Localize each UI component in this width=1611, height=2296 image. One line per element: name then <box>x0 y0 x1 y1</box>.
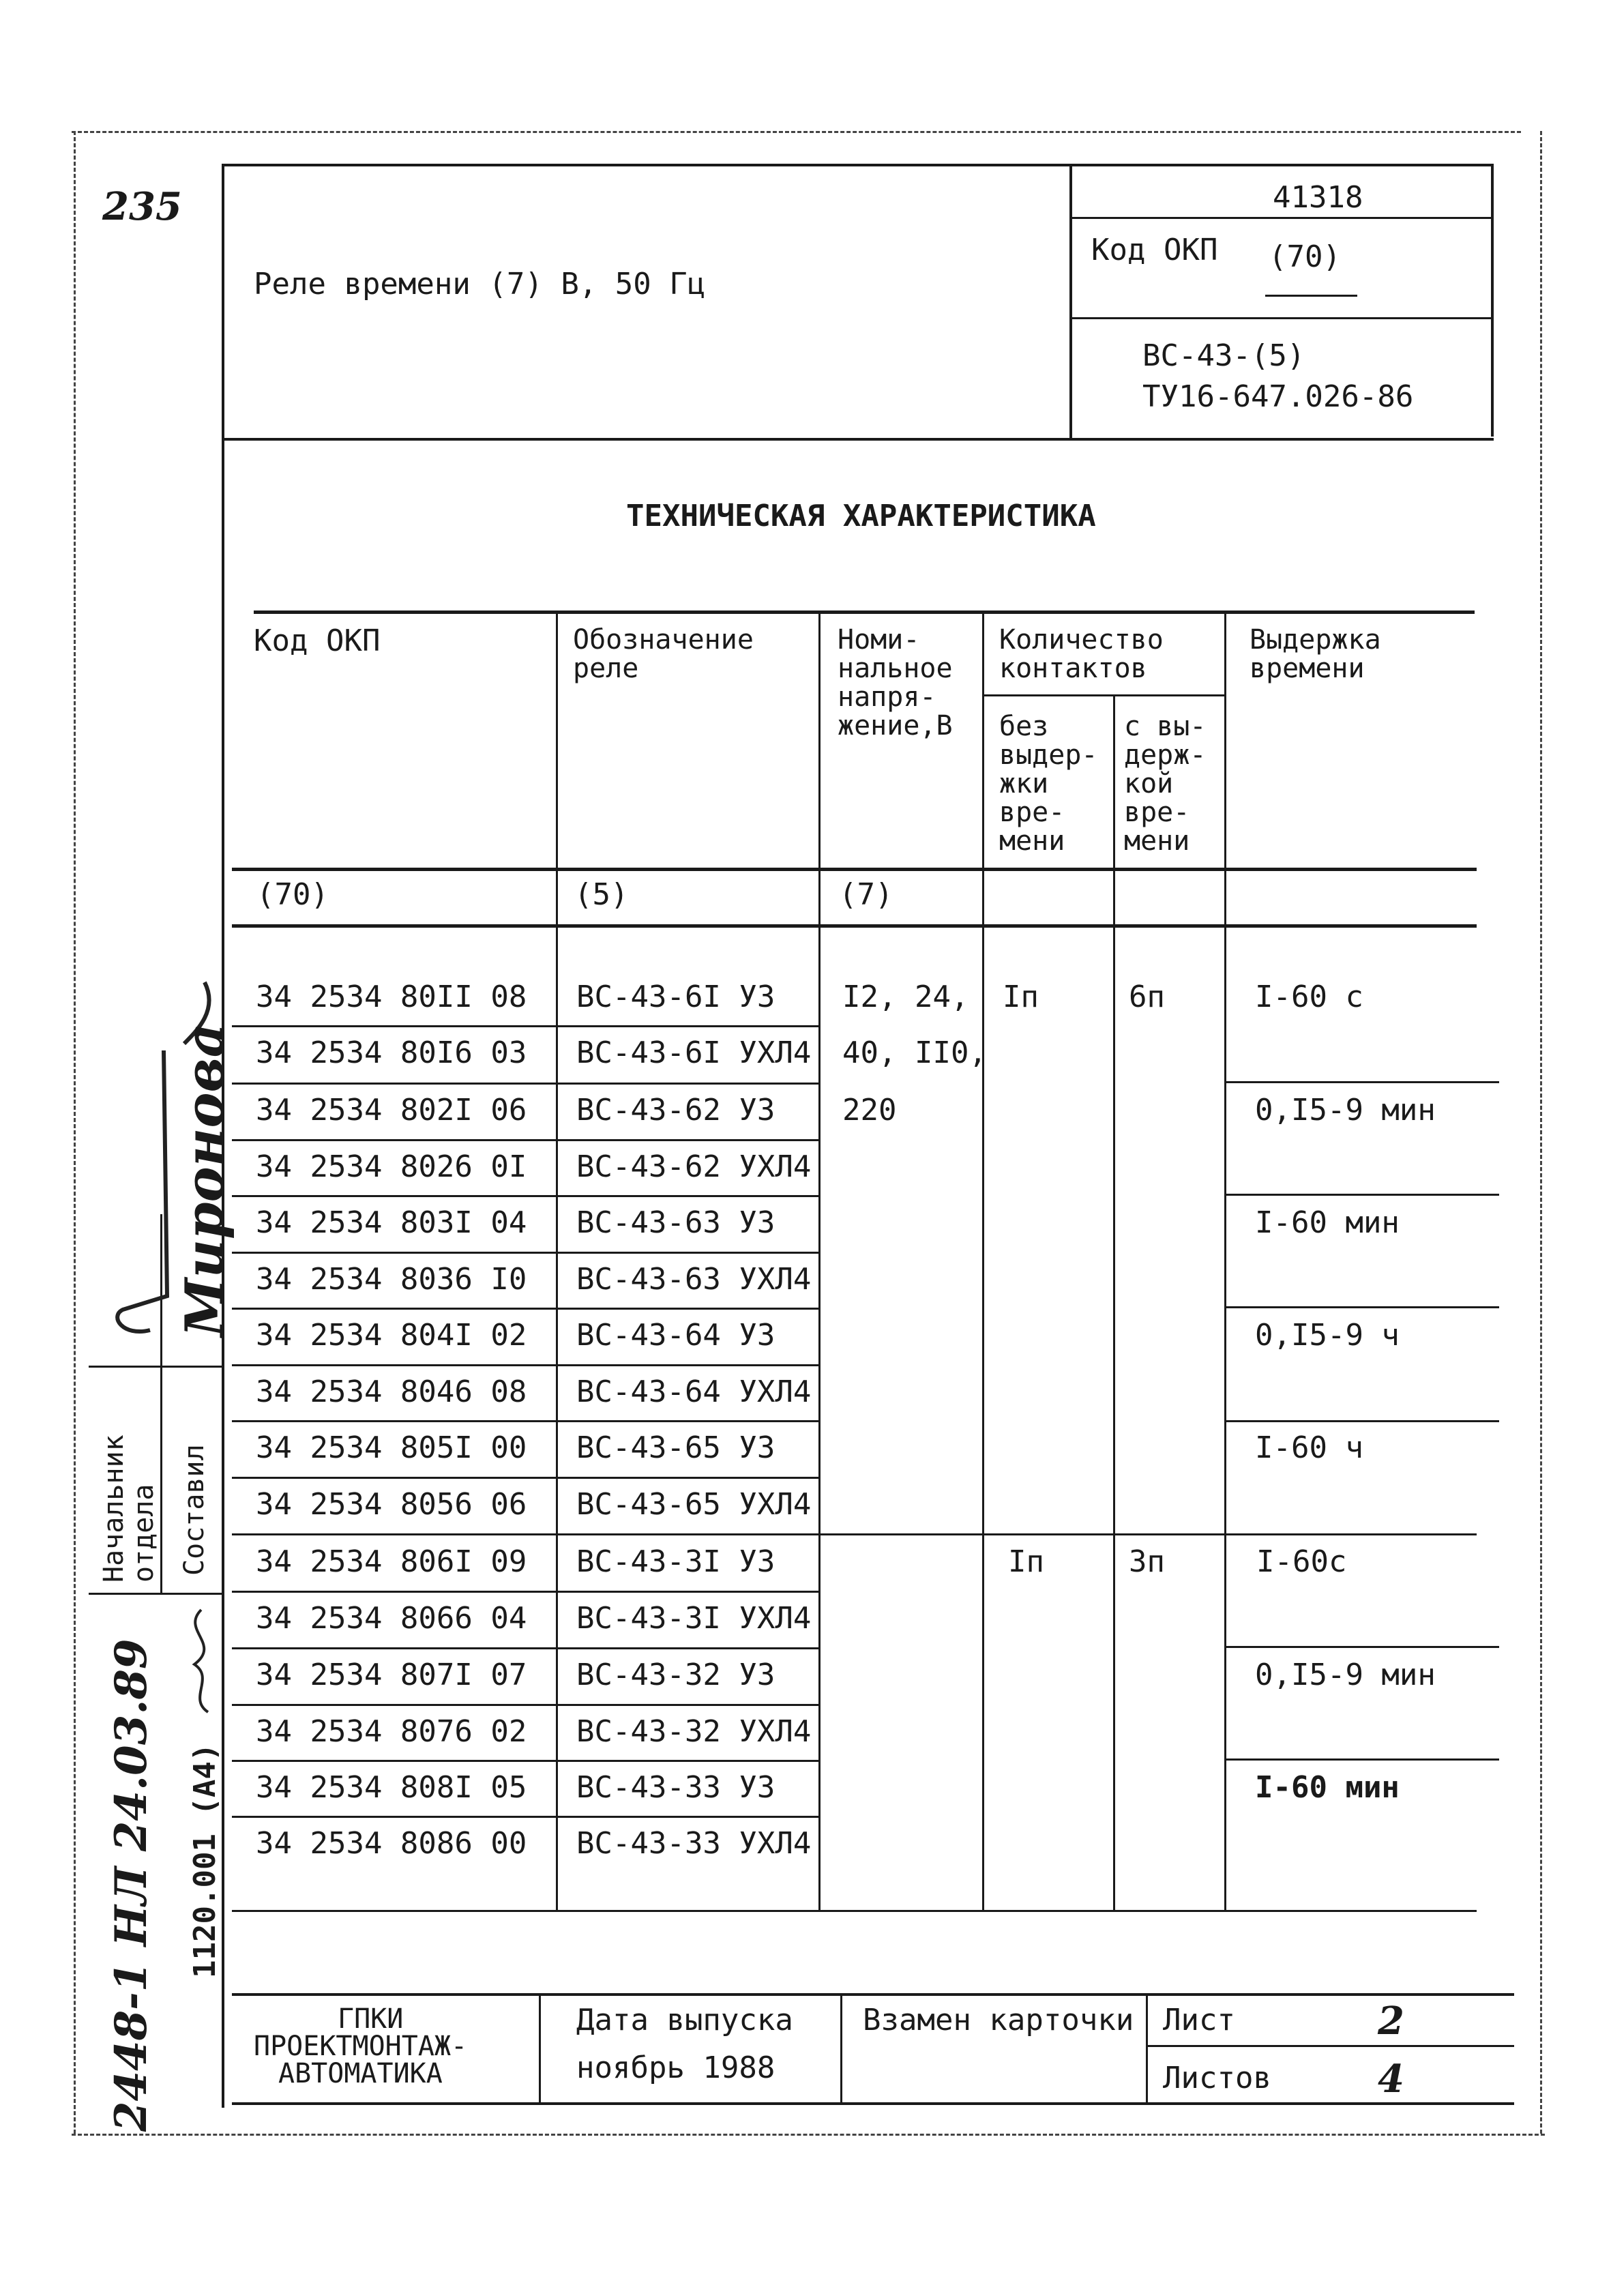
row-okp-code: 34 2534 8086 00 <box>256 1826 527 1861</box>
replaces-card-label: Взамен карточки <box>863 2003 1134 2037</box>
row-okp-code: 34 2534 8056 06 <box>256 1487 527 1522</box>
row-separator <box>232 1704 818 1706</box>
issue-date-label: Дата выпуска <box>576 2003 793 2037</box>
row-designation: ВС-43-3I УХЛ4 <box>576 1601 812 1636</box>
form-format-code: 1120.001 (А4) <box>188 1743 222 1978</box>
delay-value: I-60 с <box>1255 980 1363 1014</box>
header-voltage-1: Номи- <box>838 624 920 656</box>
frame-right-dashed <box>1540 131 1542 2134</box>
okp-label: Код ОКП <box>1091 233 1218 267</box>
col-divider-3 <box>982 613 984 1912</box>
param-okp: (70) <box>256 877 329 912</box>
row-designation: ВС-43-64 УЗ <box>576 1318 775 1353</box>
row-designation: ВС-43-65 УХЛ4 <box>576 1487 812 1522</box>
delay-value: 0,I5-9 мин <box>1255 1093 1436 1128</box>
row-okp-code: 34 2534 807I 07 <box>256 1658 527 1692</box>
issue-date-value: ноябрь 1988 <box>576 2050 775 2085</box>
contacts-with-delay-group-2: 3п <box>1129 1544 1165 1579</box>
side-block-top-rule <box>89 1366 224 1368</box>
col-divider-1 <box>556 613 558 1912</box>
frame-top-dashed <box>72 131 1521 133</box>
row-okp-code: 34 2534 8036 I0 <box>256 1262 527 1297</box>
header-okp-line <box>1072 317 1494 319</box>
frame-bottom-dashed <box>72 2134 1545 2136</box>
row-separator <box>232 1025 818 1027</box>
row-okp-code: 34 2534 808I 05 <box>256 1770 527 1805</box>
header-voltage-3: напря- <box>838 681 936 713</box>
delay-value: I-60 мин <box>1255 1205 1400 1240</box>
col-divider-4 <box>1113 696 1115 1912</box>
footer-divider-1 <box>539 1993 541 2104</box>
table-bottom-rule <box>232 1910 1477 1912</box>
row-designation: ВС-43-32 УЗ <box>576 1658 775 1692</box>
row-separator <box>232 1364 818 1366</box>
row-designation: ВС-43-33 УЗ <box>576 1770 775 1805</box>
delay-value: I-60с <box>1256 1544 1347 1579</box>
param-row-rule <box>232 924 1477 928</box>
model-designation: ВС-43-(5) <box>1142 338 1305 373</box>
header-no-delay-1: без <box>999 711 1049 742</box>
row-separator <box>232 1477 818 1479</box>
row-separator <box>232 1420 818 1422</box>
delay-separator <box>1226 1758 1499 1761</box>
row-okp-code: 34 2534 806I 09 <box>256 1544 527 1579</box>
header-designation-2: реле <box>573 653 639 684</box>
row-separator <box>232 1083 818 1085</box>
group-separator <box>232 1533 1477 1535</box>
delay-separator <box>1226 1306 1499 1308</box>
row-separator <box>232 1760 818 1762</box>
footer-top-rule <box>232 1993 1514 1996</box>
sheets-value: 4 <box>1378 2057 1404 2102</box>
header-contacts-1: Количество <box>999 624 1164 656</box>
delay-value: 0,I5-9 мин <box>1255 1658 1436 1692</box>
header-divider <box>1069 164 1072 438</box>
header-bottom-border <box>222 438 1494 441</box>
row-designation: ВС-43-62 УХЛ4 <box>576 1149 812 1184</box>
row-designation: ВС-43-65 УЗ <box>576 1430 775 1465</box>
okp-value: (70) <box>1269 239 1341 274</box>
footer-divider-3 <box>1146 1993 1148 2104</box>
delay-separator <box>1226 1420 1499 1422</box>
col-divider-5 <box>1224 613 1226 1912</box>
row-okp-code: 34 2534 802I 06 <box>256 1093 527 1128</box>
header-code-line <box>1072 217 1494 219</box>
header-no-delay-2: выдер- <box>999 739 1098 771</box>
row-separator <box>232 1195 818 1197</box>
row-okp-code: 34 2534 803I 04 <box>256 1205 527 1240</box>
header-no-delay-5: мени <box>999 825 1065 857</box>
row-separator <box>232 1591 818 1593</box>
signature-name: Миронова <box>174 1022 236 1337</box>
header-designation-1: Обозначение <box>573 624 754 656</box>
okp-value-underline <box>1265 295 1357 297</box>
sheet-label: Лист <box>1163 2003 1235 2037</box>
header-voltage-2: нальное <box>838 653 953 684</box>
col-divider-2 <box>818 613 821 1912</box>
side-block-bottom-rule <box>89 1593 224 1595</box>
header-with-delay-4: вре- <box>1124 797 1190 828</box>
composed-by-label: Составил <box>179 1444 210 1576</box>
head-label-line-2: отдела <box>128 1484 160 1583</box>
row-okp-code: 34 2534 8026 0I <box>256 1149 527 1184</box>
row-okp-code: 34 2534 80II 08 <box>256 980 527 1014</box>
tu-number: ТУ16-647.026-86 <box>1142 379 1414 414</box>
card-top-border <box>222 164 1494 166</box>
row-designation: ВС-43-6I УХЛ4 <box>576 1035 812 1070</box>
archive-code: 2448-1 НЛ 24.03.89 <box>106 1638 157 2132</box>
head-of-department-label <box>99 1434 159 1583</box>
footer-sheet-rule <box>1148 2045 1514 2047</box>
header-with-delay-5: мени <box>1124 825 1190 857</box>
row-okp-code: 34 2534 80I6 03 <box>256 1035 527 1070</box>
contacts-subheader-rule <box>982 694 1224 696</box>
delay-value: I-60 ч <box>1255 1430 1363 1465</box>
initials-signature <box>174 1603 228 1719</box>
row-okp-code: 34 2534 804I 02 <box>256 1318 527 1353</box>
delay-separator <box>1226 1646 1499 1648</box>
org-name-2: ПРОЕКТМОНТАЖ- <box>254 2031 468 2062</box>
header-delay-1: Выдержка <box>1250 624 1381 656</box>
header-no-delay-4: вре- <box>999 797 1065 828</box>
frame-left-dashed <box>74 131 76 2134</box>
header-okp: Код ОКП <box>254 623 381 658</box>
row-designation: ВС-43-33 УХЛ4 <box>576 1826 812 1861</box>
row-designation: ВС-43-63 УХЛ4 <box>576 1262 812 1297</box>
delay-separator <box>1226 1194 1499 1196</box>
row-designation: ВС-43-3I УЗ <box>576 1544 775 1579</box>
header-no-delay-3: жки <box>999 768 1049 799</box>
delay-value: 0,I5-9 ч <box>1255 1318 1400 1353</box>
row-separator <box>232 1139 818 1141</box>
sheets-label: Листов <box>1163 2061 1271 2095</box>
row-designation: ВС-43-32 УХЛ4 <box>576 1714 812 1749</box>
page-number: 235 <box>102 184 182 229</box>
footer-divider-2 <box>840 1993 842 2104</box>
row-okp-code: 34 2534 8076 02 <box>256 1714 527 1749</box>
card-right-border-top <box>1491 164 1494 437</box>
table-top-rule <box>254 610 1475 614</box>
param-voltage: (7) <box>839 877 893 912</box>
section-title: ТЕХНИЧЕСКАЯ ХАРАКТЕРИСТИКА <box>626 499 1096 533</box>
row-okp-code: 34 2534 8046 08 <box>256 1374 527 1409</box>
org-name-1: ГПКИ <box>338 2003 404 2035</box>
header-voltage-4: жение,В <box>838 710 953 741</box>
header-delay-2: времени <box>1250 653 1365 684</box>
header-with-delay-3: кой <box>1124 768 1174 799</box>
row-designation: ВС-43-62 УЗ <box>576 1093 775 1128</box>
delay-separator <box>1226 1081 1499 1083</box>
card-title: Реле времени (7) В, 50 Гц <box>254 267 706 301</box>
header-bottom-rule <box>232 868 1477 871</box>
head-label-line-1: Начальник <box>98 1434 130 1583</box>
contacts-no-delay-group-1: Iп <box>1003 980 1039 1014</box>
row-okp-code: 34 2534 8066 04 <box>256 1601 527 1636</box>
header-with-delay-1: с вы- <box>1124 711 1207 742</box>
row-okp-code: 34 2534 805I 00 <box>256 1430 527 1465</box>
header-with-delay-2: держ- <box>1124 739 1207 771</box>
row-separator <box>232 1816 818 1818</box>
row-separator <box>232 1252 818 1254</box>
footer-bottom-rule <box>232 2102 1514 2105</box>
header-contacts-2: контактов <box>999 653 1147 684</box>
row-designation: ВС-43-64 УХЛ4 <box>576 1374 812 1409</box>
card-code-number: 41318 <box>1273 180 1363 215</box>
org-name-3: АВТОМАТИКА <box>278 2058 443 2089</box>
sheet-value: 2 <box>1378 1999 1404 2044</box>
voltage-line-1: I2, 24, <box>842 980 969 1014</box>
row-separator <box>232 1308 818 1310</box>
param-designation: (5) <box>574 877 629 912</box>
contacts-with-delay-group-1: 6п <box>1129 980 1165 1014</box>
row-separator <box>232 1647 818 1649</box>
row-designation: ВС-43-6I УЗ <box>576 980 775 1014</box>
contacts-no-delay-group-2: Iп <box>1008 1544 1044 1579</box>
voltage-line-2: 40, II0, <box>842 1035 987 1070</box>
row-designation: ВС-43-63 УЗ <box>576 1205 775 1240</box>
delay-value: I-60 мин <box>1255 1770 1400 1805</box>
voltage-line-3: 220 <box>842 1093 897 1128</box>
